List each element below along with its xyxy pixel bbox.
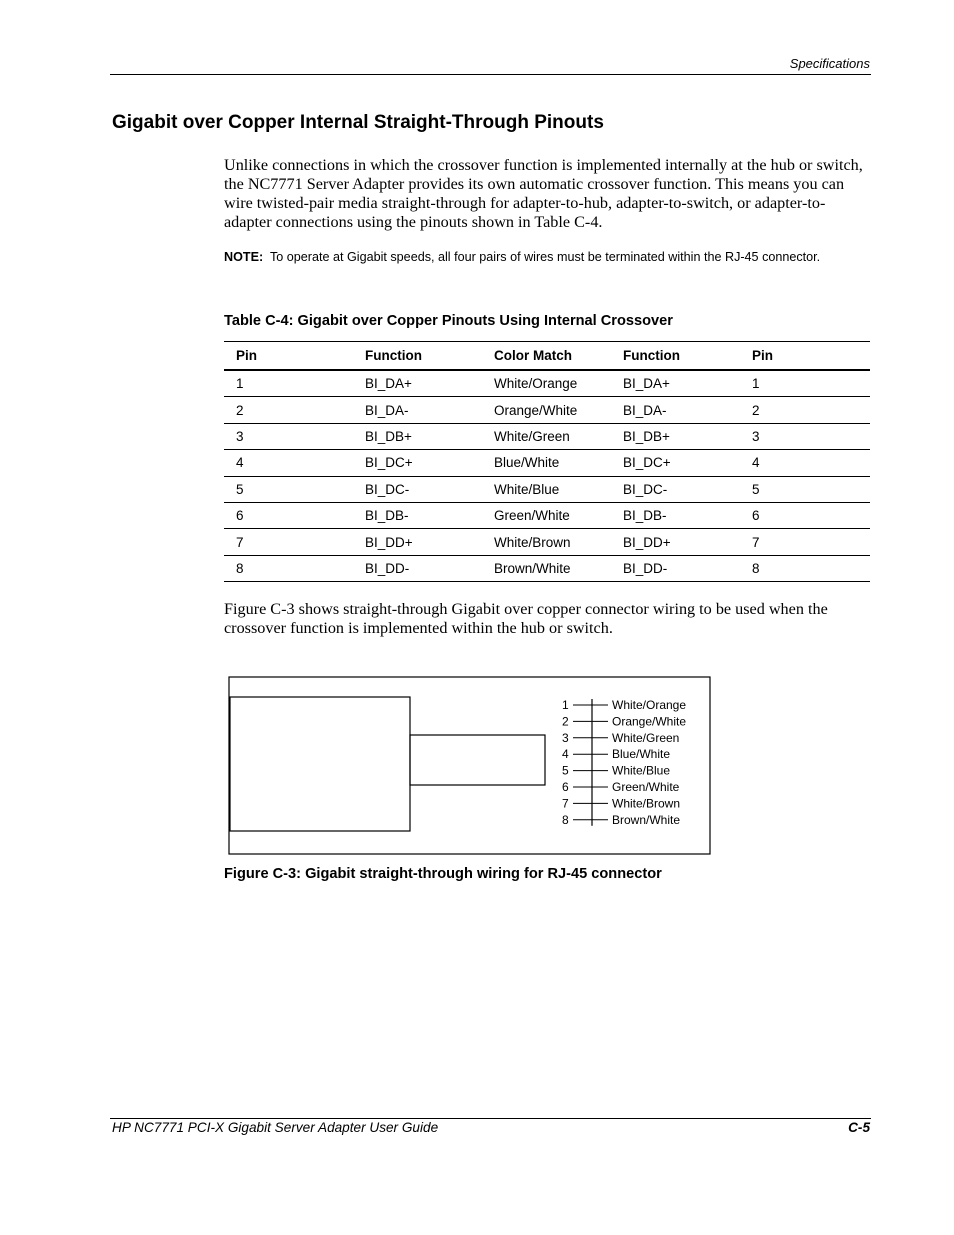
header-rule — [110, 74, 871, 75]
pin-number: 6 — [562, 780, 569, 794]
pin-number: 1 — [562, 698, 569, 712]
pin-number: 4 — [562, 747, 569, 762]
table-cell: White/Blue — [482, 476, 611, 502]
pinouts-table — [224, 341, 870, 582]
table-cell: BI_DC- — [353, 476, 482, 502]
footer-rule — [110, 1118, 871, 1119]
table-cell: 7 — [740, 529, 870, 555]
table-cell: Brown/White — [482, 555, 611, 581]
table-row — [224, 423, 870, 449]
table-row — [224, 450, 870, 476]
section-title: Gigabit over Copper Internal Straight-Through Pinouts — [112, 112, 604, 133]
intro-paragraph: Unlike connections in which the crossover function is implemented internally at the hub or switch, the NC7771 Server Adapter provides its own automatic crossover function. This means you can wire twisted-pair media straight-through for adapter-to-hub, adapter-to-switch, or adapter-to-adapter connections using the pinouts shown in Table C-4. — [224, 156, 863, 231]
pin-number: 3 — [562, 730, 569, 745]
table-header-row — [224, 342, 870, 371]
table-cell: 3 — [224, 423, 353, 449]
table-cell: 4 — [740, 450, 870, 476]
table-cell: Blue/White — [482, 450, 611, 476]
table-cell: White/Orange — [482, 370, 611, 397]
header-function: Function — [353, 342, 482, 371]
table-cell: BI_DC+ — [611, 450, 740, 476]
table-cell: 3 — [740, 423, 870, 449]
table-cell: BI_DD+ — [353, 529, 482, 555]
table-cell: 8 — [224, 555, 353, 581]
footer-page-number: C-5 — [848, 1120, 870, 1135]
pin-lines — [562, 698, 686, 827]
table-cell: BI_DA+ — [611, 370, 740, 397]
table-cell: BI_DD+ — [611, 529, 740, 555]
table-cell: BI_DA- — [353, 397, 482, 423]
header-color-match: Color Match — [482, 342, 611, 371]
table-cell: 7 — [224, 529, 353, 555]
table-cell: 8 — [740, 555, 870, 581]
table-cell: White/Green — [482, 423, 611, 449]
table-cell: 5 — [740, 476, 870, 502]
figure-caption: Figure C-3: Gigabit straight-through wiring for RJ-45 connector — [224, 866, 662, 882]
table-cell: BI_DB- — [353, 502, 482, 528]
table-row — [224, 529, 870, 555]
table-cell: BI_DA- — [611, 397, 740, 423]
table-cell: Orange/White — [482, 397, 611, 423]
pin-wire-label: Blue/White — [612, 747, 671, 762]
table-row — [224, 397, 870, 423]
table-cell: BI_DD- — [353, 555, 482, 581]
connector-tab — [410, 735, 545, 785]
pin-wire-label: White/Green — [612, 730, 680, 745]
pin-wire-label: White/Orange — [612, 698, 687, 712]
table-cell: BI_DC- — [611, 476, 740, 502]
table-cell: 2 — [224, 397, 353, 423]
footer-guide-title: HP NC7771 PCI-X Gigabit Server Adapter User Guide — [112, 1120, 439, 1135]
header-pin: Pin — [224, 342, 353, 371]
table-cell: BI_DB+ — [353, 423, 482, 449]
note-text: To operate at Gigabit speeds, all four pairs of wires must be terminated within the RJ-45 connector. — [269, 250, 821, 264]
table-cell: 5 — [224, 476, 353, 502]
pin-wire-label: White/Blue — [612, 763, 671, 778]
table-cell: 6 — [224, 502, 353, 528]
pin-wire-label: White/Brown — [612, 796, 681, 811]
table-cell: 4 — [224, 450, 353, 476]
note — [224, 249, 844, 265]
pin-wire-label: Orange/White — [612, 714, 687, 729]
running-header: Specifications — [789, 56, 870, 71]
connector-body — [230, 697, 410, 831]
table-cell: 6 — [740, 502, 870, 528]
figure-paragraph: Figure C-3 shows straight-through Gigabit over copper connector wiring to be used when the crossover function is implemented within the hub or switch. — [224, 600, 828, 637]
table-cell: White/Brown — [482, 529, 611, 555]
table-cell: BI_DD- — [611, 555, 740, 581]
pin-number: 8 — [562, 812, 569, 827]
header-pin-2: Pin — [740, 342, 870, 371]
pin-number: 5 — [562, 763, 569, 778]
table-cell: BI_DB- — [611, 502, 740, 528]
header-function-2: Function — [611, 342, 740, 371]
rj45-wiring-diagram — [224, 672, 720, 862]
table-row — [224, 555, 870, 581]
table-cell: 1 — [224, 370, 353, 397]
pin-number: 7 — [562, 796, 569, 811]
table-cell: 2 — [740, 397, 870, 423]
table-row — [224, 476, 870, 502]
table-caption: Table C-4: Gigabit over Copper Pinouts Using Internal Crossover — [224, 313, 673, 329]
note-label: NOTE: — [224, 250, 264, 264]
table-cell: BI_DC+ — [353, 450, 482, 476]
table-cell: BI_DA+ — [353, 370, 482, 397]
table-cell: Green/White — [482, 502, 611, 528]
table-cell: BI_DB+ — [611, 423, 740, 449]
table-row — [224, 370, 870, 397]
table-cell: 1 — [740, 370, 870, 397]
pin-wire-label: Green/White — [612, 780, 680, 794]
table-row — [224, 502, 870, 528]
pin-number: 2 — [562, 714, 569, 729]
pin-wire-label: Brown/White — [612, 812, 681, 827]
